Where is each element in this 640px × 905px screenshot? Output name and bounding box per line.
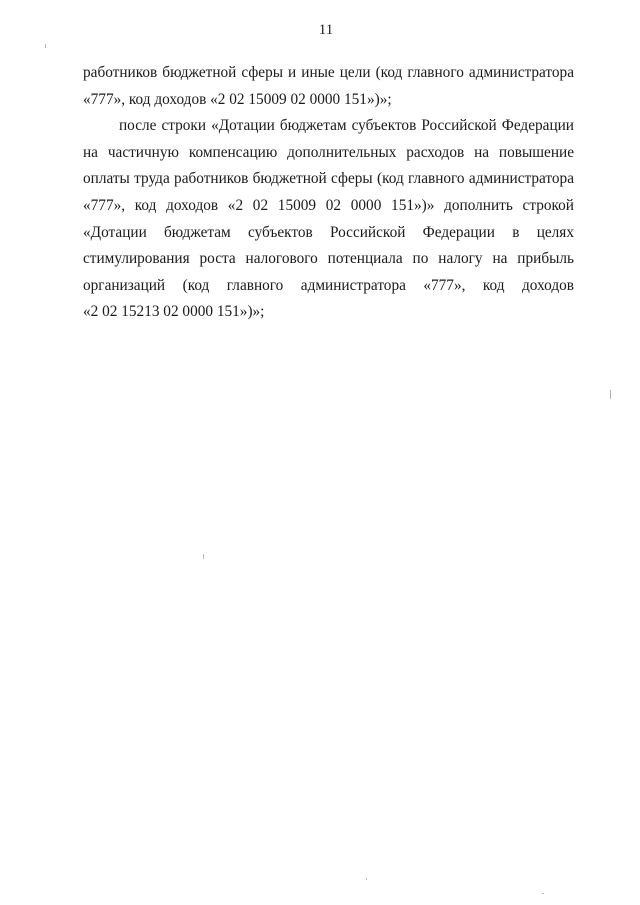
text-line: «777», код доходов «2 02 15009 02 0000 151»)»;	[83, 90, 392, 108]
text-line: «Дотации бюджетам субъектов Российской Федерации в целях	[83, 223, 574, 241]
text-line: «2 02 15213 02 0000 151»)»;	[83, 303, 265, 321]
scan-speck	[542, 893, 544, 894]
text-line: на частичную компенсацию дополнительных расходов на повышение	[83, 143, 574, 161]
paragraph-2	[83, 113, 574, 326]
paragraph-1	[83, 60, 574, 113]
text-line: работников бюджетной сферы и иные цели (код главного администратора	[83, 64, 574, 81]
text-line: после строки «Дотации бюджетам субъектов Российской Федерации	[119, 117, 574, 135]
scan-speck	[610, 390, 611, 399]
text-line: организаций (код главного администратора «777», код доходов	[83, 276, 574, 294]
document-body	[83, 60, 574, 326]
scan-speck	[45, 44, 46, 48]
scan-speck	[366, 878, 367, 880]
page-number: 11	[318, 22, 334, 38]
text-line: оплаты труда работников бюджетной сферы (код главного администратора	[83, 170, 574, 188]
scan-speck	[203, 554, 204, 559]
text-line: «777», код доходов «2 02 15009 02 0000 151»)» дополнить строкой	[83, 196, 574, 214]
text-line: стимулирования роста налогового потенциала по налогу на прибыль	[83, 250, 574, 268]
